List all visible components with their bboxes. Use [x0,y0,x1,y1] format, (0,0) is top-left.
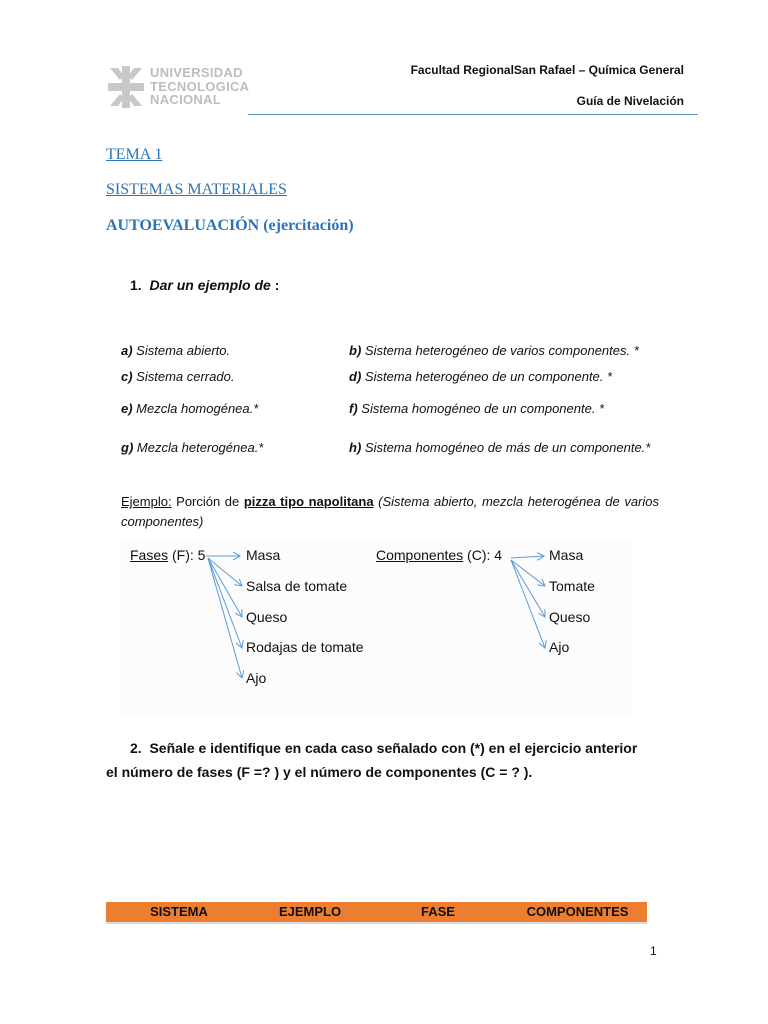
componentes-header [376,547,502,563]
option-letter: b) [349,343,362,358]
option-f [349,401,604,416]
question-1 [130,277,279,293]
page-number: 1 [650,944,657,958]
option-letter: g) [121,440,134,455]
componente-item: Tomate [549,578,595,594]
table-header-ejemplo: EJEMPLO [278,904,342,919]
componente-item: Ajo [549,639,570,655]
logo-line-1: UNIVERSIDAD [150,65,243,80]
table-header-componentes: COMPONENTES [526,904,629,919]
logo-line-2: TECNOLOGICA [150,78,250,94]
fases-header [130,547,205,563]
option-letter: e) [121,401,133,416]
heading-sistemas: SISTEMAS MATERIALES [106,181,287,198]
option-text: Mezcla heterogénea.* [133,440,264,455]
option-letter: f) [349,401,358,416]
heading-tema: TEMA 1 [106,146,163,163]
example-parenthetical: (Sistema abierto, mezcla heterogénea de varios componentes) [121,494,659,529]
logo-line-3: NACIONAL [150,92,222,107]
componente-item: Masa [549,547,584,563]
header-faculty: Facultad RegionalSan Rafael – Química General [410,63,684,77]
header-guide: Guía de Nivelación [576,94,684,108]
example-text: Porción de [171,494,244,509]
utn-logo-icon [106,64,146,110]
arrow [511,560,545,617]
option-d [349,369,612,384]
fase-item: Ajo [246,670,267,686]
example-label: Ejemplo: [121,494,172,509]
fase-item: Masa [246,547,281,563]
table-header-sistema: SISTEMA [150,904,208,919]
fase-item: Queso [246,609,288,625]
fases-count: (F): 5 [168,547,206,563]
option-h [349,440,650,455]
option-letter: a) [121,343,133,358]
option-c [121,369,234,384]
option-g [121,440,263,455]
componentes-count: (C): 4 [463,547,503,563]
arrow [511,556,544,558]
table-header-row [106,902,647,924]
option-text: Sistema heterogéneo de varios componentes. * [361,343,639,358]
question-2 [106,736,660,784]
fase-item: Salsa de tomate [246,578,348,594]
question-2-line-1: Señale e identifique en cada caso señalado con (*) en el ejercicio anterior [149,740,638,756]
question-2-number: 2. [130,740,142,756]
option-text: Sistema homogéneo de más de un componente.* [361,440,651,455]
option-e [121,401,258,416]
header-rule [248,114,698,115]
option-text: Sistema abierto. [132,343,231,358]
componente-item: Queso [549,609,591,625]
heading-autoevaluacion: AUTOEVALUACIÓN (ejercitación) [106,217,354,234]
table-header-fase: FASE [421,904,455,919]
question-2-line-2: el número de fases (F =? ) y el número de componentes (C = ? ). [106,764,533,780]
fases-label: Fases [130,547,169,563]
arrows-svg [120,538,632,718]
option-text: Mezcla homogénea.* [132,401,259,416]
utn-logo-text [150,66,249,107]
example-paragraph [121,492,659,532]
componentes-label: Componentes [376,547,464,563]
option-b [349,343,639,358]
question-1-number: 1. [130,277,142,293]
phases-components-diagram [120,538,632,718]
option-letter: d) [349,369,362,384]
question-1-prompt: Dar un ejemplo de [149,277,271,293]
fase-item: Rodajas de tomate [246,639,364,655]
option-text: Sistema heterogéneo de un componente. * [361,369,613,384]
option-letter: c) [121,369,133,384]
arrow [208,558,242,617]
option-letter: h) [349,440,362,455]
option-a [121,343,230,358]
option-text: Sistema homogéneo de un componente. * [357,401,605,416]
example-pizza: pizza tipo napolitana [243,494,374,509]
arrow [208,558,242,678]
question-1-colon: : [270,277,280,293]
option-text: Sistema cerrado. [132,369,235,384]
